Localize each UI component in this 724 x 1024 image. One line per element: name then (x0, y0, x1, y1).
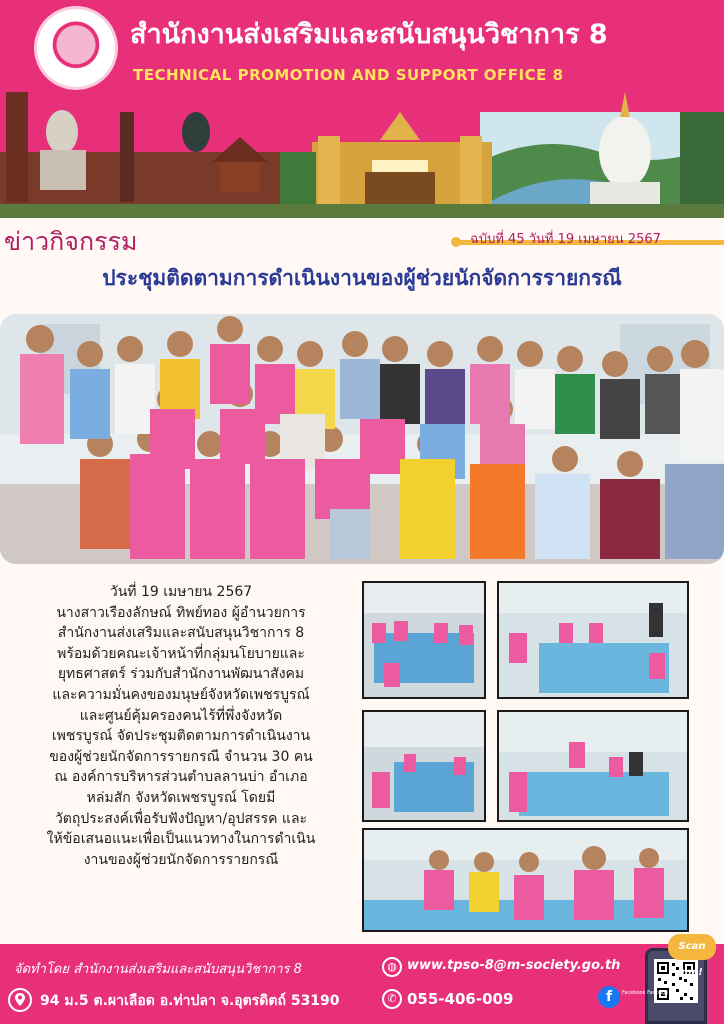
scan-me-bubble: Scan me! (668, 934, 716, 960)
meeting-photo-1 (362, 581, 486, 699)
meeting-photo-illustration (364, 712, 484, 820)
office-title-thai: สำนักงานส่งเสริมและสนับสนุนวิชาการ 8 (130, 19, 608, 50)
section-tag: ข่าวกิจกรรม (4, 227, 138, 256)
article-line: ให้ข้อเสนอแนะเพื่อเป็นแนวทางในการดำเนิน (46, 831, 316, 848)
website-link[interactable]: www.tpso-8@m-society.go.th (407, 958, 621, 973)
article-line: พร้อมด้วยคณะเจ้าหน้าที่กลุ่มนโยบายและ (57, 645, 305, 662)
meeting-photo-3 (362, 710, 486, 822)
article-line: และศูนย์คุ้มครองคนไร้ที่พึ่งจังหวัด (79, 707, 283, 724)
phone-icon: ✆ (382, 989, 402, 1009)
group-photo-illustration (0, 314, 724, 564)
office-title-english: TECHNICAL PROMOTION AND SUPPORT OFFICE 8 (133, 66, 564, 84)
news-headline: ประชุมติดตามการดำเนินงานของผู้ช่วยนักจัดการรายกรณี (102, 266, 622, 290)
article-line: นางสาวเรืองลักษณ์ ทิพย์ทอง ผู้อำนวยการ (56, 604, 306, 621)
article-line: เพชรบูรณ์ จัดประชุมติดตามการดำเนินงาน (51, 728, 311, 745)
meeting-photo-illustration (499, 583, 687, 697)
article-line: ของผู้ช่วยนักจัดการรายกรณี จำนวน 30 คน (49, 748, 313, 765)
meeting-photo-illustration (364, 830, 687, 930)
issue-number-date: ฉบับที่ 45 วันที่ 19 เมษายน 2567 (470, 232, 661, 247)
group-photo (0, 314, 724, 564)
meeting-photo-illustration (499, 712, 687, 820)
article-line: ยุทธศาสตร์ ร่วมกับสำนักงานพัฒนาสังคม (57, 666, 305, 683)
office-seal-icon (34, 6, 118, 90)
header-banner (0, 0, 724, 218)
globe-icon: ◍ (382, 957, 402, 977)
facebook-fanpage-label: Facebook Fanpage (622, 990, 669, 996)
meeting-photo-illustration (364, 583, 484, 697)
landmarks-skyline (0, 92, 724, 218)
article-body (20, 582, 342, 870)
article-line: และความมั่นคงของมนุษย์จังหวัดเพชรบูรณ์ (52, 686, 310, 703)
address-text: 94 ม.5 ต.ผาเลือด อ.ท่าปลา จ.อุตรดิตถ์ 53190 (40, 993, 340, 1009)
made-by-text: จัดทำโดย สำนักงานส่งเสริมและสนับสนุนวิชาการ 8 (14, 962, 302, 977)
article-line: หล่มสัก จังหวัดเพชรบูรณ์ โดยมี (86, 789, 276, 806)
phone-number[interactable]: 055-406-009 (407, 990, 514, 1008)
article-line: งานของผู้ช่วยนักจัดการรายกรณี (83, 851, 279, 868)
meeting-photo-5 (362, 828, 689, 932)
article-line: วัตถุประสงค์เพื่อรับฟังปัญหา/อุปสรรค และ (54, 810, 308, 827)
divider-dot (451, 237, 461, 247)
article-line: สำนักงานส่งเสริมและสนับสนุนวิชาการ 8 (57, 625, 305, 642)
article-line: ณ องค์การบริหารส่วนตำบลลานบ่า อำเภอ (54, 769, 308, 786)
meeting-photo-4 (497, 710, 689, 822)
footer (0, 944, 724, 1024)
article-line: วันที่ 19 เมษายน 2567 (109, 584, 253, 600)
location-pin-icon (8, 988, 32, 1012)
meeting-photo-2 (497, 581, 689, 699)
facebook-icon[interactable]: f (598, 986, 620, 1008)
